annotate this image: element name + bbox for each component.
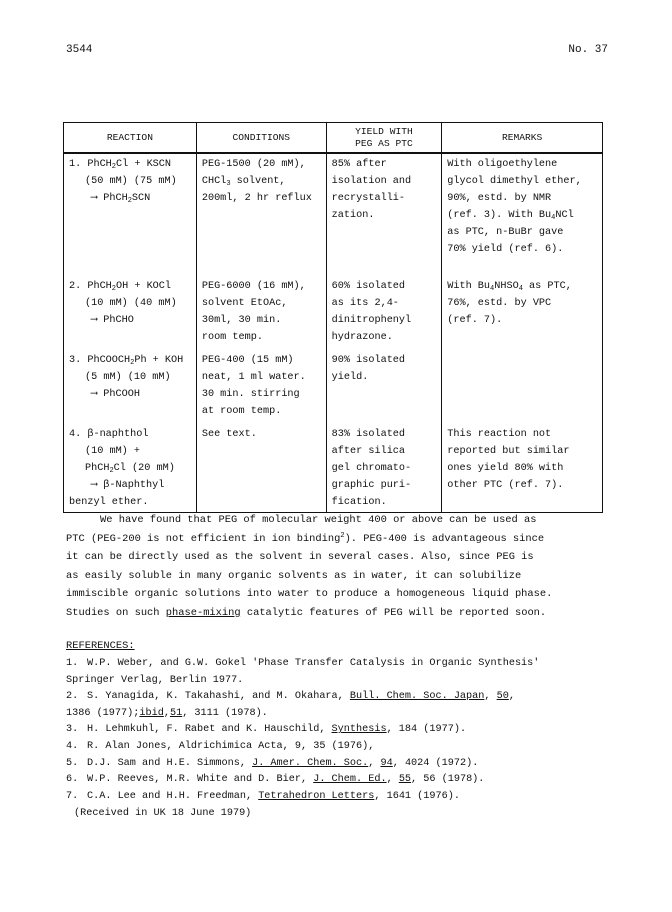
remarks-line: This reaction not (447, 429, 552, 440)
underlined-term: phase-mixing (165, 606, 241, 619)
remarks-line: reported but similar (447, 446, 570, 457)
conditions-line (202, 173, 322, 190)
conditions-line: See text. (201, 429, 257, 440)
volume: 55 (398, 774, 412, 786)
references-heading: REFERENCES: (66, 640, 135, 652)
reference-text (87, 689, 515, 706)
received-date: (Received in UK 18 June 1979) (74, 808, 252, 819)
reaction-line: (10 mM) (40 mM) (85, 298, 177, 309)
conditions-line: room temp. (201, 332, 263, 343)
reference-number: 3. (66, 724, 79, 736)
text: 3. PhCOOCH (69, 355, 131, 366)
body-line: We have found that PEG of molecular weight 400 or above can be used as (100, 514, 537, 526)
yield-line: zation. (331, 210, 375, 221)
text: solvent, (230, 176, 286, 187)
text: H. Lehmkuhl, F. Rabet and K. Hauschild, (87, 724, 332, 736)
text: , (163, 707, 170, 719)
reference-number: 7. (66, 790, 79, 802)
text: , 184 (1977). (386, 724, 467, 736)
cell-remarks (442, 350, 603, 424)
text: SCN (131, 193, 151, 204)
text: Ph + KOH (134, 355, 184, 366)
reaction-line: benzyl ether. (69, 497, 149, 508)
text: NCl (555, 210, 574, 221)
cell-reaction (64, 153, 197, 276)
body-line: as easily soluble in many organic solvents as in water, it can solubilize (66, 569, 522, 582)
reference-continuation (66, 706, 611, 723)
cell-conditions (196, 153, 326, 276)
references-list (66, 656, 611, 805)
text: , 4024 (1972). (392, 757, 479, 769)
journal-name: J. Chem. Ed. (313, 774, 387, 786)
body-paragraph (66, 511, 611, 623)
reaction-line (69, 460, 192, 477)
reaction-line: ⟶ PhCOOH (91, 389, 140, 400)
reaction-line: ⟶ PhCHO (91, 315, 134, 326)
conditions-line: PEG-400 (15 mM) (201, 355, 294, 366)
header-conditions: CONDITIONS (196, 123, 326, 154)
table-header-row (64, 123, 603, 154)
yield-line: after silica (331, 446, 406, 457)
text: , (386, 774, 399, 786)
cell-yield (326, 424, 442, 513)
text: With Bu (447, 281, 491, 292)
reaction-line: (5 mM) (10 mM) (85, 372, 171, 383)
body-line: immiscible organic solutions into water to produce a homogeneous liquid phase. (66, 588, 553, 601)
text: NHSO (494, 281, 519, 292)
reference-number: 1. (66, 658, 79, 669)
text: S. Yanagida, K. Takahashi, and M. Okahara, (87, 691, 350, 703)
text: Studies on such (66, 606, 166, 619)
body-line (66, 604, 611, 623)
reference-text (87, 756, 478, 773)
conditions-line: solvent EtOAc, (201, 298, 288, 309)
journal-name: Bull. Chem. Soc. Japan (349, 691, 485, 703)
cell-reaction (64, 350, 197, 424)
remarks-line: 70% yield (ref. 6). (447, 244, 564, 255)
ibid: ibid (139, 707, 164, 719)
text: 1. PhCH (69, 159, 112, 170)
yield-line: hydrazone. (331, 332, 393, 343)
text: (ref. 3). With Bu (447, 210, 552, 221)
subscript: 2 (111, 285, 116, 293)
cell-reaction (64, 276, 197, 350)
conditions-line: PEG-1500 (20 mM), (201, 159, 306, 170)
reference-item (66, 656, 611, 673)
remarks-line: ones yield 80% with (447, 463, 564, 474)
reference-item (66, 689, 611, 706)
text: catalytic features of PEG will be reported soon. (240, 606, 547, 619)
subscript: 2 (127, 197, 132, 205)
header-reaction: REACTION (64, 123, 197, 154)
subscript: 3 (226, 180, 231, 188)
remarks-line (447, 278, 598, 295)
reference-text: R. Alan Jones, Aldrichimica Acta, 9, 35 (1976), (87, 740, 375, 752)
text: CHCl (201, 176, 227, 187)
body-line: it can be directly used as the solvent in several cases. Also, since PEG is (66, 551, 534, 564)
subscript: 4 (490, 285, 495, 293)
reaction-line: 4. β-naphthol (69, 429, 149, 440)
remarks-line (447, 207, 598, 224)
header-yield-line1: YIELD WITH (355, 125, 413, 137)
reference-number: 5. (66, 757, 79, 769)
reference-text (87, 789, 460, 806)
yield-line: 90% isolated (331, 355, 406, 366)
reference-item (66, 789, 611, 806)
conditions-line: 200ml, 2 hr reflux (201, 193, 312, 204)
yield-line: 85% after (331, 159, 387, 170)
text: PTC (PEG-200 is not efficient in ion binding (66, 532, 341, 545)
cell-remarks (442, 153, 603, 276)
reference-item (66, 722, 611, 739)
text: OH + KOCl (116, 281, 172, 292)
subscript: 2 (111, 163, 116, 171)
text: , 3111 (1978). (182, 707, 268, 719)
reference-continuation: Springer Verlag, Berlin 1977. (66, 674, 244, 686)
text: 1386 (1977); (66, 707, 140, 719)
yield-line: fication. (331, 497, 387, 508)
subscript: 4 (551, 214, 556, 222)
yield-line: as its 2,4- (331, 298, 399, 309)
cell-yield (326, 350, 442, 424)
reaction-table (63, 122, 603, 513)
subscript: 2 (130, 359, 135, 367)
reference-item (66, 739, 611, 756)
journal-name: Tetrahedron Letters (258, 790, 375, 802)
table-row (64, 276, 603, 350)
remarks-line: glycol dimethyl ether, (447, 176, 582, 187)
header-remarks: REMARKS (442, 123, 603, 154)
text: , 56 (1978). (411, 774, 485, 786)
remarks-line: (ref. 7). (447, 315, 503, 326)
remarks-line: With oligoethylene (447, 159, 558, 170)
text: PhCH (85, 463, 110, 474)
reference-text (87, 722, 466, 739)
reference-text: W.P. Weber, and G.W. Gokel 'Phase Transfer Catalysis in Organic Synthesis' (87, 658, 540, 669)
reaction-line (69, 352, 192, 369)
superscript: 2 (340, 531, 345, 540)
reaction-line (69, 156, 192, 173)
conditions-line: at room temp. (201, 406, 282, 417)
volume: 50 (496, 691, 509, 703)
reference-number: 6. (66, 774, 79, 786)
issue-number: No. 37 (568, 44, 608, 56)
cell-conditions (196, 350, 326, 424)
cell-reaction (64, 424, 197, 513)
remarks-line: other PTC (ref. 7). (447, 480, 564, 491)
reaction-line: (10 mM) + (85, 446, 141, 457)
remarks-line: as PTC, n-BuBr gave (447, 227, 564, 238)
journal-name: J. Amer. Chem. Soc. (252, 757, 369, 769)
reaction-line: ⟶ β-Naphthyl (91, 480, 165, 491)
text: W.P. Reeves, M.R. White and D. Bier, (87, 774, 314, 786)
yield-line: 60% isolated (331, 281, 406, 292)
text: Cl + KSCN (116, 159, 172, 170)
remarks-line: 76%, estd. by VPC (447, 298, 552, 309)
header-yield (326, 123, 442, 154)
text: 2. PhCH (69, 281, 112, 292)
yield-line: graphic puri- (331, 480, 412, 491)
yield-line: isolation and (331, 176, 412, 187)
text: Cl (20 mM) (113, 463, 175, 474)
yield-line: dinitrophenyl (331, 315, 412, 326)
yield-line: yield. (331, 372, 369, 383)
yield-line: gel chromato- (331, 463, 412, 474)
cell-remarks (442, 276, 603, 350)
text: , (368, 757, 381, 769)
remarks-line: 90%, estd. by NMR (447, 193, 552, 204)
yield-line: recrystalli- (331, 193, 406, 204)
cell-conditions (196, 424, 326, 513)
conditions-line: PEG-6000 (16 mM), (201, 281, 306, 292)
text: ). PEG-400 is advantageous since (344, 532, 545, 545)
conditions-line: neat, 1 ml water. (201, 372, 306, 383)
text: as PTC, (522, 281, 572, 292)
reference-number: 4. (66, 740, 79, 752)
volume: 51 (169, 707, 183, 719)
reaction-line (69, 190, 192, 207)
reference-item (66, 772, 611, 789)
page-number: 3544 (66, 44, 93, 56)
text: , (508, 691, 515, 703)
table-row (64, 424, 603, 513)
reaction-line: (50 mM) (75 mM) (85, 176, 177, 187)
text: D.J. Sam and H.E. Simmons, (87, 757, 253, 769)
subscript: 2 (109, 467, 114, 475)
cell-yield (326, 276, 442, 350)
subscript: 4 (518, 285, 523, 293)
journal-name: Synthesis (331, 724, 387, 736)
table-row (64, 350, 603, 424)
body-line (66, 530, 611, 549)
table-row (64, 153, 603, 276)
text: , 1641 (1976). (374, 790, 460, 802)
yield-line: 83% isolated (331, 429, 406, 440)
text: ⟶ PhCH (91, 193, 128, 204)
reference-item (66, 756, 611, 773)
reaction-line (69, 278, 192, 295)
cell-remarks (442, 424, 603, 513)
header-yield-line2: PEG AS PTC (355, 137, 413, 149)
cell-conditions (196, 276, 326, 350)
reference-text (87, 772, 484, 789)
conditions-line: 30 min. stirring (201, 389, 300, 400)
conditions-line: 30ml, 30 min. (201, 315, 282, 326)
text: , (484, 691, 497, 703)
cell-yield (326, 153, 442, 276)
text: C.A. Lee and H.H. Freedman, (87, 790, 259, 802)
volume: 94 (380, 757, 393, 769)
reference-number: 2. (66, 691, 79, 703)
